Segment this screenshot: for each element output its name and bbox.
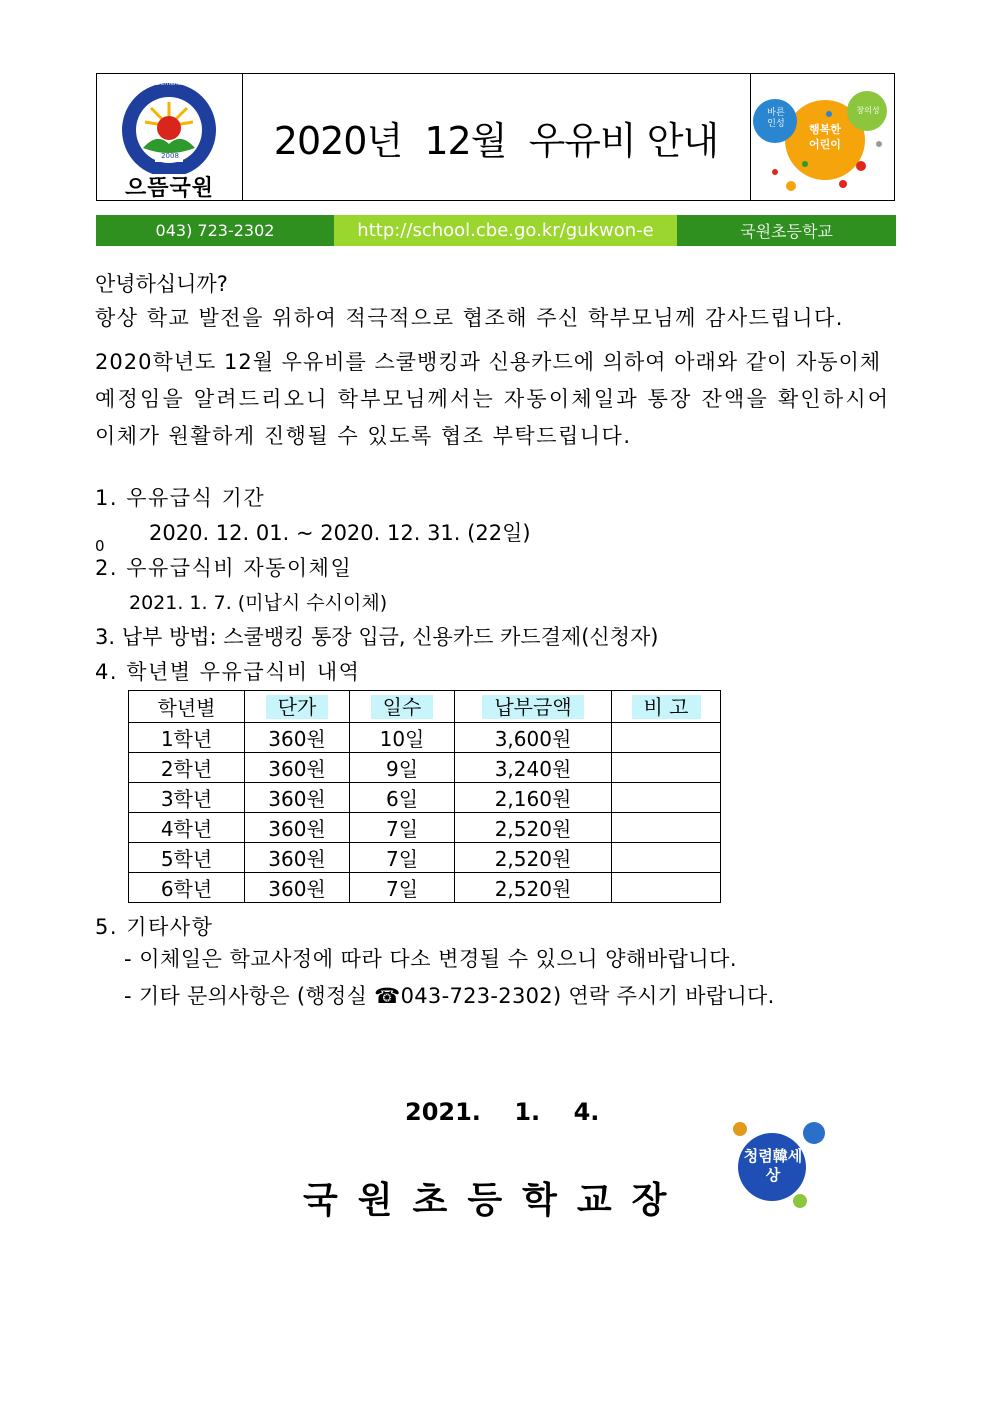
header-label: 비 고 [632,695,701,719]
grade-cell: 2학년 [129,753,245,783]
contact-bar [96,215,896,246]
table-row [129,843,721,873]
unit-price-cell: 360원 [245,843,350,873]
note-cell [612,753,721,783]
logo-ring-text: Guk Won Elementary School [126,80,212,87]
table-row [129,783,721,813]
section-4-title: 4. 학년별 우유급식비 내역 [95,660,361,684]
section-1-value: 2020. 12. 01. ~ 2020. 12. 31. (22일) [149,521,531,545]
header-label: 일수 [371,695,434,719]
note-cell [612,873,721,903]
grade-cell: 6학년 [129,873,245,903]
table-row [129,813,721,843]
section-5-item-2: - 기타 문의사항은 (행정실 ☎043-723-2302) 연락 주시기 바랍니다. [124,984,775,1008]
section-5-item-1: - 이체일은 학교사정에 따라 다소 변경될 수 있으니 양해바랍니다. [124,947,738,971]
intro-paragraph-line-2: 예정임을 알려드리오니 학부모님께서는 자동이체일과 통장 잔액을 확인하시어 [95,387,891,411]
clean-korea-logo [728,1115,832,1215]
grade-cell: 3학년 [129,783,245,813]
header-label: 학년별 [157,696,216,720]
header-cell [612,691,721,723]
amount-cell: 3,600원 [455,723,612,753]
header-label: 단가 [266,695,329,719]
header-cell [455,691,612,723]
days-cell: 7일 [350,843,455,873]
emblem-badge-left: 바른 인성 [767,108,785,129]
unit-price-cell: 360원 [245,783,350,813]
unit-price-cell: 360원 [245,723,350,753]
header-cell [129,691,245,723]
amount-cell: 3,240원 [455,753,612,783]
thanks-line: 항상 학교 발전을 위하여 적극적으로 협조해 주신 학부모님께 감사드립니다. [95,306,844,330]
school-logo [97,74,243,200]
note-cell [612,843,721,873]
amount-cell: 2,160원 [455,783,612,813]
happy-kids-emblem [750,74,895,200]
clean-korea-logo-text: 청렴韓세상 [743,1147,803,1184]
intro-paragraph-line-3: 이체가 원활하게 진행될 수 있도록 협조 부탁드립니다. [95,424,632,448]
signature-date: 2021. 1. 4. [405,1098,600,1126]
contact-phone: 043) 723-2302 [96,215,334,246]
amount-cell: 2,520원 [455,873,612,903]
table-row [129,873,721,903]
stray-mark: 0 [95,537,105,555]
unit-price-cell: 360원 [245,873,350,903]
greeting: 안녕하십니까? [95,272,228,296]
logo-caption: 으뜸국원 [124,176,214,201]
amount-cell: 2,520원 [455,813,612,843]
logo-year: 2008 [161,152,179,160]
days-cell: 6일 [350,783,455,813]
section-3-title: 3. 납부 방법: 스쿨뱅킹 통장 입금, 신용카드 카드결제(신청자) [95,625,659,649]
emblem-badge-right: 창의성 [856,106,880,115]
table-row [129,753,721,783]
days-cell: 7일 [350,873,455,903]
unit-price-cell: 360원 [245,813,350,843]
header-label: 납부금액 [482,695,583,719]
note-cell [612,813,721,843]
principal-signature: 국원초등학교장 [303,1180,687,1221]
section-1-title: 1. 우유급식 기간 [95,486,266,510]
section-2-value: 2021. 1. 7. (미납시 수시이체) [129,592,388,614]
note-cell [612,783,721,813]
intro-paragraph-line-1: 2020학년도 12월 우유비를 스쿨뱅킹과 신용카드에 의하여 아래와 같이 자동이체 [95,350,882,374]
table-header-row [129,691,721,723]
grade-cell: 4학년 [129,813,245,843]
section-5-title: 5. 기타사항 [95,915,214,939]
note-cell [612,723,721,753]
contact-school-name: 국원초등학교 [677,215,896,246]
school-website-link[interactable]: http://school.cbe.go.kr/gukwon-e [334,215,677,246]
page-title: 2020년 12월 우유비 안내 [273,118,719,163]
table-row [129,723,721,753]
unit-price-cell: 360원 [245,753,350,783]
grade-cell: 1학년 [129,723,245,753]
fee-table [128,690,721,903]
header-cell [350,691,455,723]
grade-cell: 5학년 [129,843,245,873]
section-2-title: 2. 우유급식비 자동이체일 [95,556,353,580]
amount-cell: 2,520원 [455,843,612,873]
header-cell [245,691,350,723]
emblem-center: 행복한 어린이 [809,123,841,151]
days-cell: 7일 [350,813,455,843]
days-cell: 10일 [350,723,455,753]
days-cell: 9일 [350,753,455,783]
document-header [96,73,895,201]
